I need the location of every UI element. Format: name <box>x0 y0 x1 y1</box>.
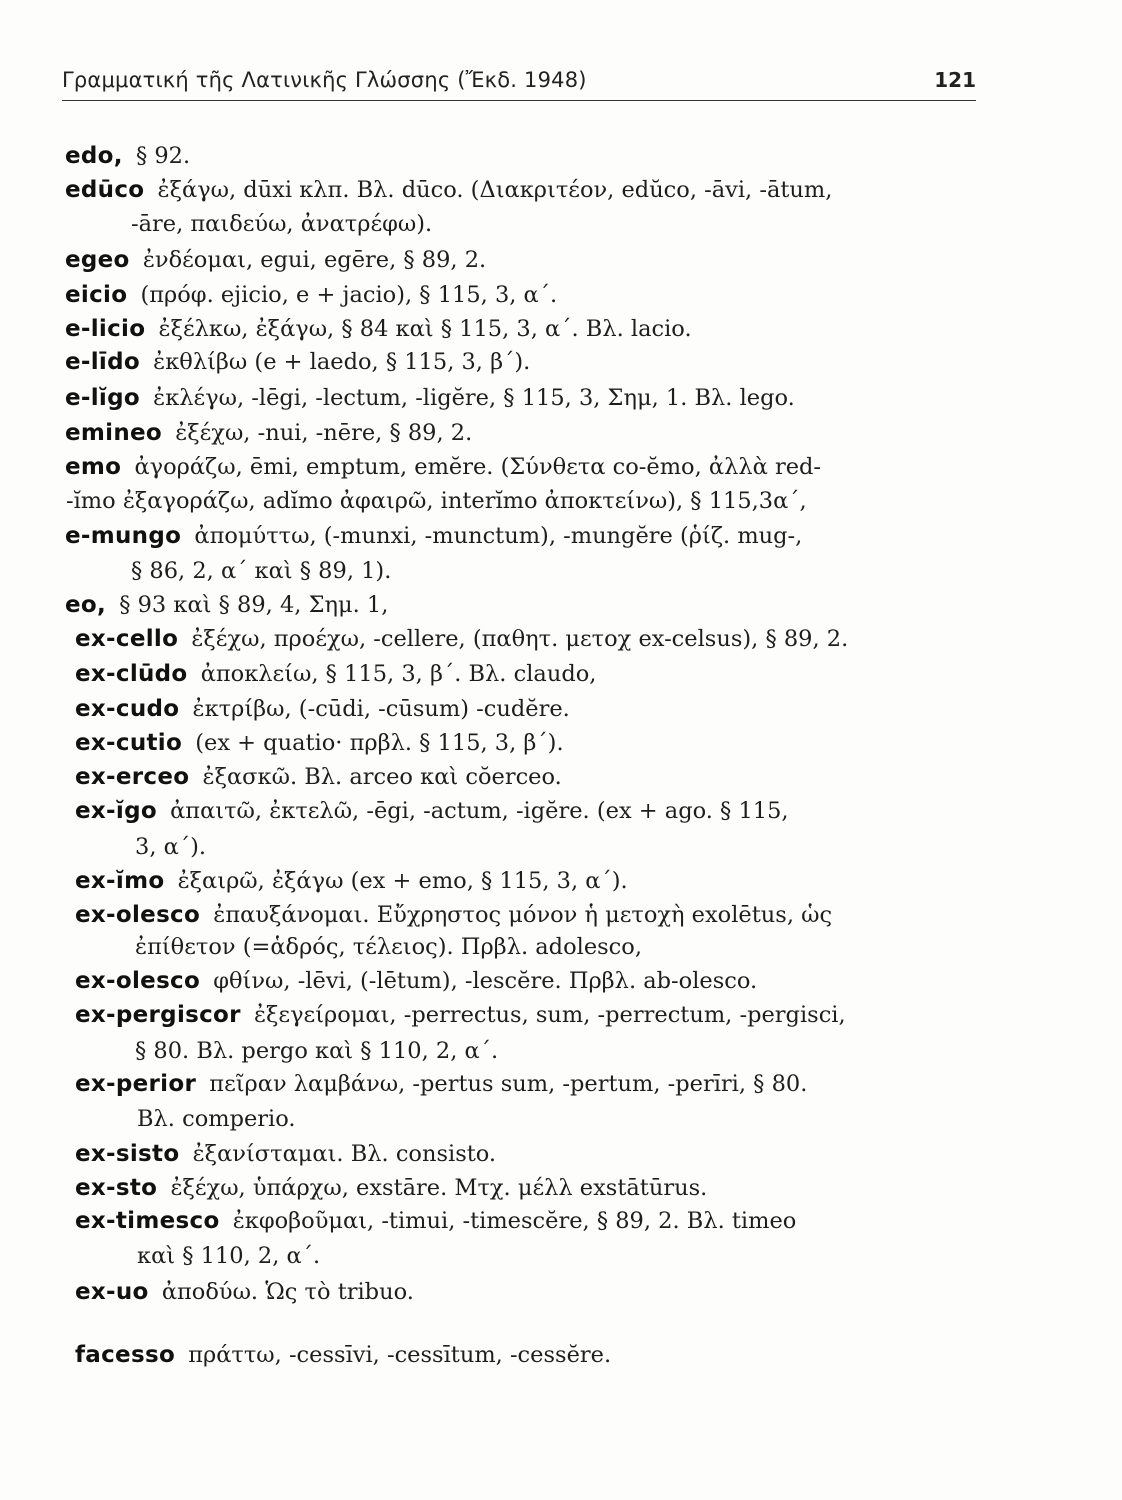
headword: ex-clūdo <box>75 661 188 687</box>
headword: e-lĭgo <box>65 385 140 411</box>
entry-line <box>65 280 557 310</box>
definition-continued: 3, α΄). <box>135 834 206 860</box>
definition: φθίνω, -lēvi, (-lētum), -lescĕre. Πρβλ. ab-olesco. <box>213 968 758 994</box>
entry-line <box>75 624 848 654</box>
definition-continued: Βλ. comperio. <box>137 1106 296 1132</box>
running-title: Γραμματική τῆς Λατινικῆς Γλώσσης (Ἔκδ. 1948) <box>62 68 587 92</box>
continuation-line <box>135 932 642 962</box>
definition: ἀγοράζω, ēmi, emptum, emĕre. (Σύνθετα co-ĕmo, ἀλλὰ red- <box>134 454 822 480</box>
definition-continued: § 86, 2, α΄ καὶ § 89, 1). <box>131 558 392 584</box>
entry-line <box>65 521 802 551</box>
headword: edo, <box>65 143 123 169</box>
entry-line <box>75 866 628 896</box>
definition-continued: -ĭmo ἐξαγοράζω, adĭmo ἀφαιρῶ, interĭmo ἀποκτείνω), § 115,3α΄, <box>66 488 807 514</box>
entry-line <box>75 728 564 758</box>
definition: ἐξεγείρομαι, -perrectus, sum, -perrectum, -pergisci, <box>253 1002 846 1028</box>
headword: ex-olesco <box>75 968 201 994</box>
entry-line <box>65 590 388 620</box>
continuation-line <box>135 1036 498 1066</box>
headword: egeo <box>65 247 130 273</box>
definition: ἀποδύω. Ὡς τὸ tribuo. <box>161 1279 414 1305</box>
definition: ἐκλέγω, -lēgi, -lectum, -ligĕre, § 115, 3, Σημ, 1. Βλ. lego. <box>153 385 795 411</box>
definition: ἐξαιρῶ, ἐξάγω (ex + emo, § 115, 3, α΄). <box>177 868 628 894</box>
definition-continued: καὶ § 110, 2, α΄. <box>137 1243 321 1269</box>
headword: emineo <box>65 420 163 446</box>
headword: eicio <box>65 282 128 308</box>
definition: ἐξέχω, -nui, -nēre, § 89, 2. <box>175 420 473 446</box>
headword: ex-pergiscor <box>75 1002 241 1028</box>
definition: ἐκθλίβω (e + laedo, § 115, 3, β΄). <box>153 349 531 375</box>
continuation-line <box>137 1241 320 1271</box>
entry-line <box>75 1277 414 1307</box>
definition: ἐξέλκω, ἐξάγω, § 84 καὶ § 115, 3, α΄. Βλ. lacio. <box>158 316 692 342</box>
definition: § 92. <box>135 143 191 169</box>
headword: ex-ĭmo <box>75 868 165 894</box>
definition: ἀπομύττω, (-munxi, -munctum), -mungĕre (ῥίζ. mug-, <box>194 523 803 549</box>
headword: ex-cudo <box>75 696 180 722</box>
entry-line <box>65 452 821 482</box>
headword: e-līdo <box>65 349 140 375</box>
continuation-line <box>137 1104 296 1134</box>
entry-line <box>65 314 692 344</box>
definition: ἐξασκῶ. Βλ. arceo καὶ cŏerceo. <box>202 764 562 790</box>
entry-line <box>65 175 832 205</box>
headword: e-mungo <box>65 523 182 549</box>
definition: § 93 καὶ § 89, 4, Σημ. 1, <box>119 592 389 618</box>
entry-line <box>75 1069 807 1099</box>
continuation-line <box>131 209 432 239</box>
definition: (πρόφ. ejicio, e + jacio), § 115, 3, α΄. <box>140 282 558 308</box>
headword: ex-sisto <box>75 1141 180 1167</box>
definition: ἀπαιτῶ, ἐκτελῶ, -ēgi, -actum, -igĕre. (ex + ago. § 115, <box>170 798 789 824</box>
headword: ex-uo <box>75 1279 149 1305</box>
headword: eo, <box>65 592 107 618</box>
page-number: 121 <box>934 68 976 92</box>
definition: ἀποκλείω, § 115, 3, β΄. Βλ. claudo, <box>200 661 597 687</box>
entry-line <box>75 694 570 724</box>
entry-line <box>65 141 190 171</box>
headword: ex-cutio <box>75 730 183 756</box>
definition-continued: ἐπίθετον (=ἁδρός, τέλειος). Πρβλ. adolesco, <box>135 934 642 960</box>
entry-line <box>75 900 832 930</box>
definition: (ex + quatio· πρβλ. § 115, 3, β΄). <box>195 730 564 756</box>
entry-line <box>65 383 795 413</box>
entry-line <box>75 1139 496 1169</box>
definition: ἐξέχω, ὑπάρχω, exstāre. Μτχ. μέλλ exstātūrus. <box>170 1175 708 1201</box>
definition: ἐπαυξάνομαι. Εὔχρηστος μόνον ἡ μετοχὴ exolētus, ὡς <box>213 902 833 928</box>
definition: ἐνδέομαι, egui, egēre, § 89, 2. <box>142 247 487 273</box>
definition-continued: -āre, παιδεύω, ἀνατρέφω). <box>131 211 433 237</box>
headword: ex-olesco <box>75 902 201 928</box>
entry-line <box>75 762 562 792</box>
entry-line <box>65 245 486 275</box>
definition: ἐξάγω, dūxi κλπ. Βλ. dūco. (Διακριτέον, edŭco, -āvi, -ātum, <box>157 177 833 203</box>
definition: ἐκφοβοῦμαι, -timui, -timescĕre, § 89, 2. Βλ. timeo <box>232 1208 797 1234</box>
headword: emo <box>65 454 122 480</box>
entry-line <box>65 347 530 377</box>
continuation-line <box>131 556 391 586</box>
entry-line <box>75 796 789 826</box>
continuation-line <box>135 832 206 862</box>
definition: πράττω, -cessīvi, -cessītum, -cessĕre. <box>188 1342 612 1368</box>
entry-line <box>75 659 596 689</box>
entry-line <box>75 1340 611 1370</box>
headword: ex-timesco <box>75 1208 220 1234</box>
headword: e-licio <box>65 316 146 342</box>
headword: ex-erceo <box>75 764 190 790</box>
headword: ex-cello <box>75 626 179 652</box>
headword: ex-perior <box>75 1071 197 1097</box>
entry-line <box>75 1000 846 1030</box>
entry-line <box>75 1206 796 1236</box>
headword: facesso <box>75 1342 176 1368</box>
definition: πεῖραν λαμβάνω, -pertus sum, -pertum, -perīri, § 80. <box>209 1071 808 1097</box>
definition: ἐκτρίβω, (-cūdi, -cūsum) -cudĕre. <box>192 696 570 722</box>
entry-line <box>65 418 472 448</box>
definition: ἐξανίσταμαι. Βλ. consisto. <box>192 1141 497 1167</box>
definition: ἐξέχω, προέχω, -cellere, (παθητ. μετοχ ex-celsus), § 89, 2. <box>191 626 849 652</box>
headword: ex-sto <box>75 1175 158 1201</box>
continuation-line <box>66 486 807 516</box>
headword: edūco <box>65 177 145 203</box>
entry-line <box>75 966 757 996</box>
definition-continued: § 80. Βλ. pergo καὶ § 110, 2, α΄. <box>135 1038 499 1064</box>
headword: ex-ĭgo <box>75 798 157 824</box>
entry-line <box>75 1173 707 1203</box>
